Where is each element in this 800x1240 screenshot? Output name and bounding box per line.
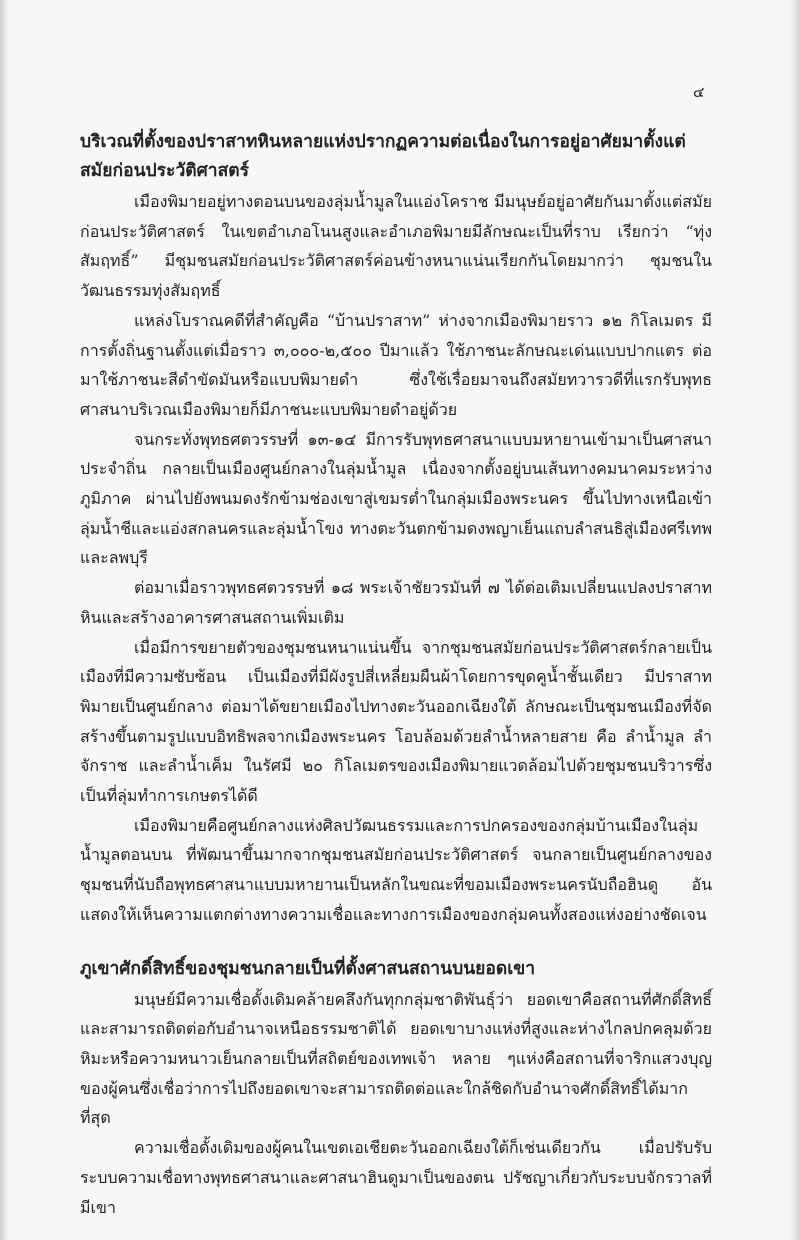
section-heading-1: บริเวณที่ตั้งของปราสาทหินหลายแห่งปรากฏความต่อเนื่องในการอยู่อาศัยมาตั้งแต่สมัยก่อนประวัติศาสตร์ (80, 132, 686, 181)
paragraph: เมืองพิมายอยู่ทางตอนบนของลุ่มน้ำมูลในแอ่งโคราช มีมนุษย์อยู่อาศัยกันมาตั้งแต่สมัยก่อนประวัติศาสตร์ ในเขตอำเภอโนนสูงและอำเภอพิมายมีลักษณะเป็นที่ราบ เรียกว่า “ทุ่งสัมฤทธิ์” มีชุมชนสมัยก่อนประวัติศาสตร์ค่อนข้างหนาแน่นเรียกกันโดยมากว่า ชุมชนในวัฒนธรรมทุ่งสัมฤทธิ์ (80, 192, 712, 301)
page-number: ๔ (693, 83, 705, 101)
paragraph: จนกระทั่งพุทธศตวรรษที่ ๑๓-๑๔ มีการรับพุทธศาสนาแบบมหายานเข้ามาเป็นศาสนาประจำถิ่น กลายเป็นเมืองศูนย์กลางในลุ่มน้ำมูล เนื่องจากตั้งอยู่บนเส้นทางคมนาคมระหว่างภูมิภาค ผ่านไปยังพนมดงรักข้ามช่องเขาสู่เขมรต่ำในกลุ่มเมืองพระนคร ขึ้นไปทางเหนือเข้าลุ่มน้ำชีและแอ่งสกลนครและลุ่มน้ำโขง ทางตะวันตกข้ามดงพญาเย็นแถบลำสนธิสู่เมืองศรีเทพและลพบุรี (80, 429, 712, 568)
scan-edge-right (790, 0, 800, 1240)
paragraph: เมืองพิมายคือศูนย์กลางแห่งศิลปวัฒนธรรมและการปกครองของกลุ่มบ้านเมืองในลุ่มน้ำมูลตอนบน ที่พัฒนาขึ้นมากจากชุมชนสมัยก่อนประวัติศาสตร์ จนกลายเป็นศูนย์กลางของชุมชนที่นับถือพุทธศาสนาแบบมหายานเป็นหลักในขณะที่ขอมเมืองพระนครนับถือฮินดู อันแสดงให้เห็นความแตกต่างทางความเชื่อและทางการเมืองของกลุ่มคนทั้งสองแห่งอย่างชัดเจน (80, 815, 712, 924)
paragraph: มนุษย์มีความเชื่อดั้งเดิมคล้ายคลึงกันทุกกลุ่มชาติพันธุ์ว่า ยอดเขาคือสถานที่ศักดิ์สิทธิ์และสามารถติดต่อกับอำนาจเหนือธรรมชาติได้ ยอดเขาบางแห่งที่สูงและห่างไกลปกคลุมด้วยหิมะหรือความหนาวเย็นกลายเป็นที่สถิตย์ของเทพเจ้า หลาย ๆแห่งคือสถานที่จาริกแสวงบุญของผู้คนซึ่งเชื่อว่าการไปถึงยอดเขาจะสามารถติดต่อและใกล้ชิดกับอำนาจศักดิ์สิทธิ์ได้มากที่สุด (80, 989, 712, 1128)
paragraph: ความเชื่อดั้งเดิมของผู้คนในเขตเอเชียตะวันออกเฉียงใต้ก็เช่นเดียวกัน เมื่อปรับรับระบบความเชื่อทางพุทธศาสนาและศาสนาฮินดูมาเป็นของตน ปรัชญาเกี่ยวกับระบบจักรวาลที่มีเขา (80, 1138, 712, 1217)
scan-edge-left (0, 0, 8, 1240)
paragraph: ต่อมาเมื่อราวพุทธศตวรรษที่ ๑๘ พระเจ้าชัยวรมันที่ ๗ ได้ต่อเติมเปลี่ยนแปลงปราสาทหินและสร้างอาคารศาสนสถานเพิ่มเติม (80, 578, 712, 627)
document-body (80, 128, 712, 1222)
section-heading-2: ภูเขาศักดิ์สิทธิ์ของชุมชนกลายเป็นที่ตั้งศาสนสถานบนยอดเขา (80, 958, 536, 979)
paragraph: แหล่งโบราณคดีที่สำคัญคือ “บ้านปราสาท” ห่างจากเมืองพิมายราว ๑๒ กิโลเมตร มีการตั้งถิ่นฐานตั้งแต่เมื่อราว ๓,๐๐๐-๒,๕๐๐ ปีมาแล้ว ใช้ภาชนะลักษณะเด่นแบบปากแตร ต่อมาใช้ภาชนะสีดำขัดมันหรือแบบพิมายดำ ซึ่งใช้เรื่อยมาจนถึงสมัยทวารวดีที่แรกรับพุทธศาสนาบริเวณเมืองพิมายก็มีภาชนะแบบพิมายดำอยู่ด้วย (80, 310, 712, 419)
section-gap (80, 930, 712, 955)
paragraph: เมื่อมีการขยายตัวของชุมชนหนาแน่นขึ้น จากชุมชนสมัยก่อนประวัติศาสตร์กลายเป็นเมืองที่มีความซับซ้อน เป็นเมืองที่มีผังรูปสี่เหลี่ยมผืนผ้าโดยการขุดคูน้ำชั้นเดียว มีปราสาทพิมายเป็นศูนย์กลาง ต่อมาได้ขยายเมืองไปทางตะวันออกเฉียงใต้ ลักษณะเป็นชุมชนเมืองที่จัดสร้างขึ้นตามรูปแบบอิทธิพลจากเมืองพระนคร โอบล้อมด้วยลำน้ำหลายสาย คือ ลำน้ำมูล ลำจักราช และลำน้ำเค็ม ในรัศมี ๒๐ กิโลเมตรของเมืองพิมายแวดล้อมไปด้วยชุมชนบริวารซึ่งเป็นที่ลุ่มทำการเกษตรได้ดี (80, 637, 712, 806)
